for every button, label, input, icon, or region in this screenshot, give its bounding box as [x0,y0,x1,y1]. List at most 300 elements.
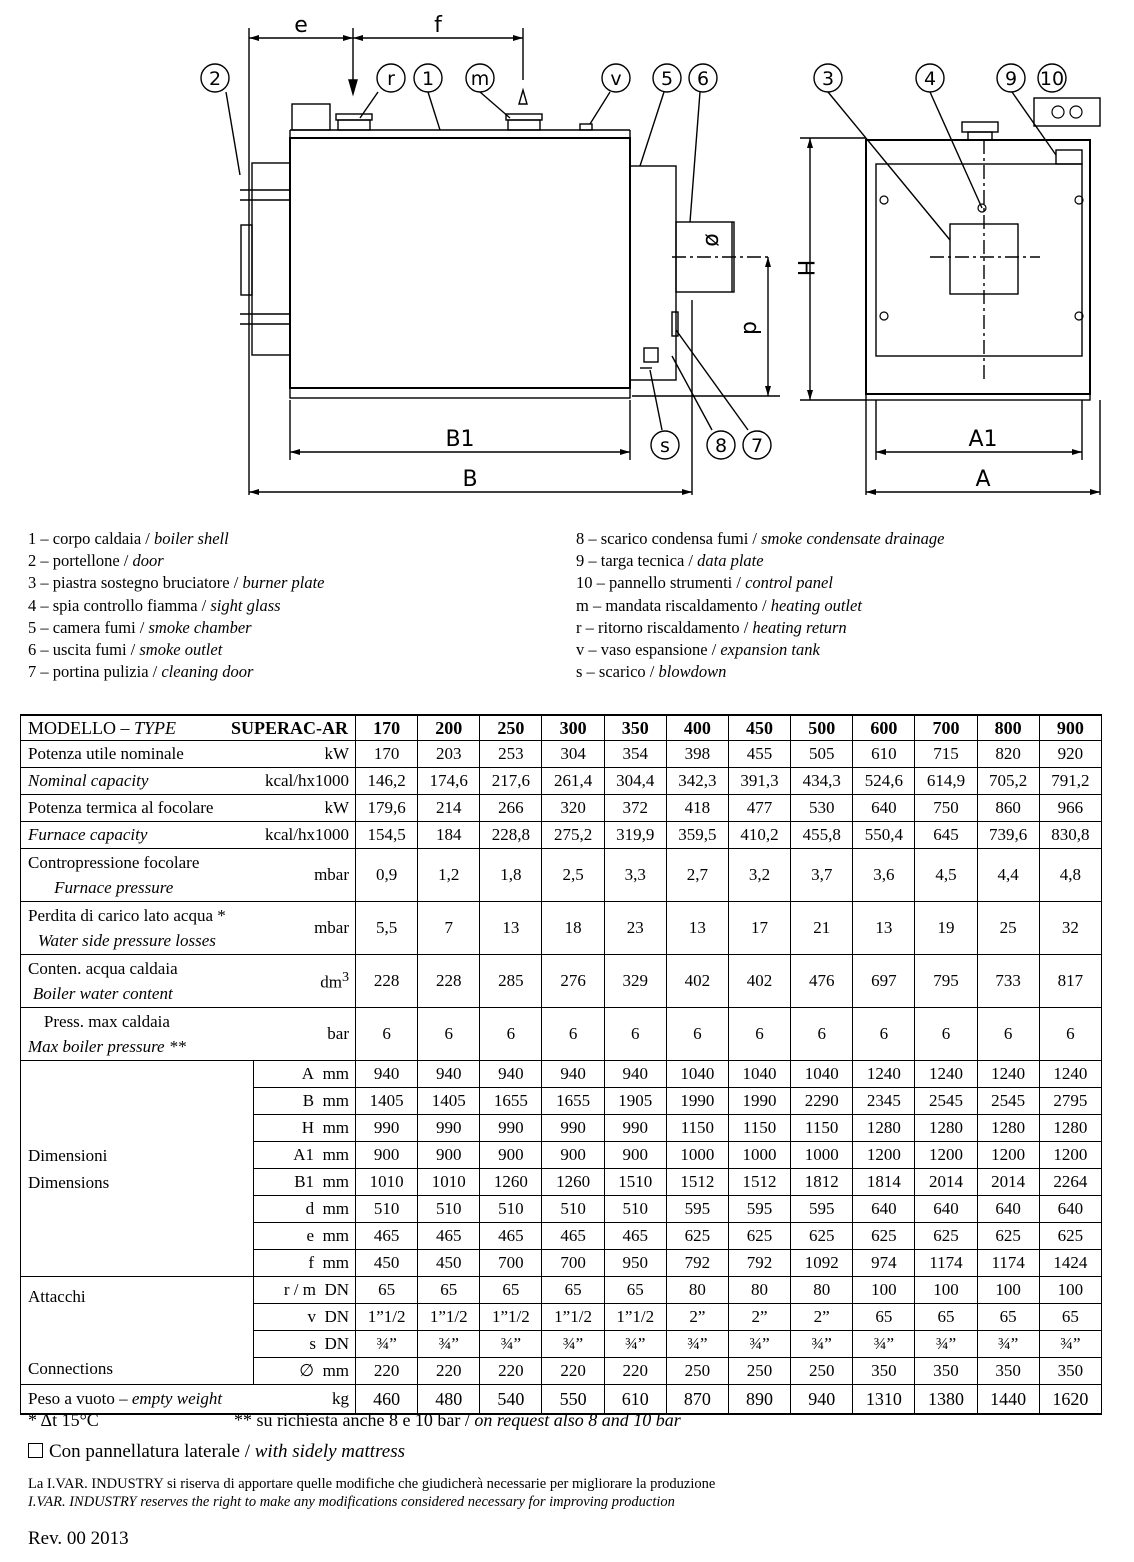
table-row [21,822,1102,849]
table-cell: 319,9 [604,822,666,849]
table-cell: 974 [853,1250,915,1277]
table-cell: 228,8 [480,822,542,849]
table-cell: 2,5 [542,849,604,902]
dim-label-d: d [738,321,763,335]
table-cell: 2264 [1039,1169,1101,1196]
table-cell: 595 [666,1196,728,1223]
table-cell: 6 [853,1008,915,1061]
table-cell: 2,7 [666,849,728,902]
table-cell: 100 [977,1277,1039,1304]
table-cell: 6 [418,1008,480,1061]
callout-7: 7 [750,435,764,457]
table-cell: 1”1/2 [604,1304,666,1331]
callout-5: 5 [660,68,674,90]
disclaimer: La I.VAR. INDUSTRY si riserva di apportare quelle modifiche che giudicherà necessarie per migliorare la produzione I.VAR. INDUSTRY reserves the right to make any modifications considered necessary for improving production [28,1476,716,1510]
table-cell: 940 [604,1061,666,1088]
dimension-key: B mm [254,1088,356,1115]
table-cell: 940 [418,1061,480,1088]
table-cell: 6 [356,1008,418,1061]
revision: Rev. 00 2013 [28,1528,129,1549]
table-cell: 1905 [604,1088,666,1115]
dim-label-phi: ø [700,233,725,247]
table-cell: 4,5 [915,849,977,902]
table-cell: 220 [542,1358,604,1385]
table-cell: 625 [853,1223,915,1250]
table-cell: 203 [418,741,480,768]
table-cell: 625 [915,1223,977,1250]
table-cell: 275,2 [542,822,604,849]
table-row [21,1008,1102,1061]
table-cell: 220 [418,1358,480,1385]
callout-4: 4 [923,68,937,90]
table-cell: 610 [604,1385,666,1415]
table-cell: 595 [728,1196,790,1223]
table-cell: 640 [977,1196,1039,1223]
table-cell: 1150 [728,1115,790,1142]
table-cell: 65 [480,1277,542,1304]
table-cell: 1405 [418,1088,480,1115]
callout-m: m [470,68,490,90]
table-cell: 65 [977,1304,1039,1331]
legend-item: 6 – uscita fumi / smoke outlet [28,640,223,660]
dimension-key: e mm [254,1223,356,1250]
mattress-option: Con pannellatura laterale / with sidely mattress [28,1441,405,1463]
table-cell: 450 [418,1250,480,1277]
table-cell: 2545 [977,1088,1039,1115]
table-row [21,1277,1102,1304]
callout-3: 3 [821,68,835,90]
table-row [21,849,1102,902]
table-cell: 6 [1039,1008,1101,1061]
table-cell: 640 [915,1196,977,1223]
table-cell: 372 [604,795,666,822]
table-cell: 329 [604,955,666,1008]
table-cell: ¾” [604,1331,666,1358]
legend-item: 10 – pannello strumenti / control panel [576,573,833,593]
table-cell: 6 [480,1008,542,1061]
footnote-delta-t: * Δt 15°C [28,1410,99,1430]
row-label: Contropressione focolare Furnace pressure mbar [21,849,356,902]
table-cell: 170 [356,741,418,768]
model-type-header: MODELLO – TYPE SUPERAC-AR [21,715,356,741]
table-cell: 2345 [853,1088,915,1115]
table-cell: ¾” [480,1331,542,1358]
table-cell: 900 [480,1142,542,1169]
callout-6: 6 [696,68,710,90]
row-label: Nominal capacity kcal/hx1000 [21,768,356,795]
table-cell: 1,8 [480,849,542,902]
table-cell: 1260 [542,1169,604,1196]
table-cell: ¾” [791,1331,853,1358]
table-cell: 350 [915,1358,977,1385]
table-cell: 480 [418,1385,480,1415]
legend-item: 4 – spia controllo fiamma / sight glass [28,595,281,615]
callout-1: 1 [421,68,435,90]
table-cell: 1280 [977,1115,1039,1142]
table-cell: 1280 [915,1115,977,1142]
table-cell: 510 [356,1196,418,1223]
table-cell: 1512 [728,1169,790,1196]
table-cell: 900 [356,1142,418,1169]
model-column-header: 170 [356,715,418,741]
table-cell: 402 [666,955,728,1008]
table-cell: 65 [542,1277,604,1304]
table-cell: 1240 [915,1061,977,1088]
table-cell: 739,6 [977,822,1039,849]
table-cell: 13 [480,902,542,955]
table-cell: 25 [977,902,1039,955]
table-cell: 465 [604,1223,666,1250]
model-column-header: 600 [853,715,915,741]
table-cell: 3,7 [791,849,853,902]
table-cell: 1174 [915,1250,977,1277]
table-cell: 32 [1039,902,1101,955]
connections-label: Attacchi Connections [21,1277,254,1385]
dimension-key: B1 mm [254,1169,356,1196]
table-cell: 625 [666,1223,728,1250]
table-cell: 990 [604,1115,666,1142]
table-cell: 220 [480,1358,542,1385]
table-cell: 733 [977,955,1039,1008]
table-cell: 1380 [915,1385,977,1415]
connection-key: r / m DN [254,1277,356,1304]
legend-item: 7 – portina pulizia / cleaning door [28,662,254,682]
table-cell: 342,3 [666,768,728,795]
table-cell: ¾” [977,1331,1039,1358]
table-cell: 350 [1039,1358,1101,1385]
table-cell: 900 [418,1142,480,1169]
table-cell: ¾” [1039,1331,1101,1358]
table-cell: 2” [666,1304,728,1331]
table-cell: 7 [418,902,480,955]
model-column-header: 450 [728,715,790,741]
table-cell: 184 [418,822,480,849]
table-cell: 465 [542,1223,604,1250]
table-cell: 1990 [728,1088,790,1115]
model-column-header: 900 [1039,715,1101,741]
callout-s: s [660,435,670,457]
table-cell: 253 [480,741,542,768]
table-cell: 276 [542,955,604,1008]
table-cell: 1655 [480,1088,542,1115]
table-cell: 4,4 [977,849,1039,902]
table-cell: 266 [480,795,542,822]
table-cell: 80 [728,1277,790,1304]
table-cell: 304 [542,741,604,768]
table-cell: 510 [480,1196,542,1223]
table-cell: 1280 [1039,1115,1101,1142]
table-cell: 1512 [666,1169,728,1196]
callout-v: v [610,68,622,90]
table-cell: 6 [542,1008,604,1061]
table-cell: 830,8 [1039,822,1101,849]
table-cell: 465 [418,1223,480,1250]
legend-item: m – mandata riscaldamento / heating outlet [576,595,862,615]
table-cell: 217,6 [480,768,542,795]
table-cell: 625 [1039,1223,1101,1250]
table-cell: 610 [853,741,915,768]
table-cell: 625 [728,1223,790,1250]
table-cell: 2” [728,1304,790,1331]
callout-2: 2 [208,68,222,90]
table-cell: ¾” [853,1331,915,1358]
model-column-header: 350 [604,715,666,741]
table-row [21,1061,1102,1088]
table-cell: 228 [356,955,418,1008]
table-cell: 1”1/2 [356,1304,418,1331]
table-cell: 510 [604,1196,666,1223]
table-cell: 1000 [728,1142,790,1169]
model-column-header: 250 [480,715,542,741]
table-cell: 3,6 [853,849,915,902]
legend-left [28,528,325,683]
connection-key: v DN [254,1304,356,1331]
dim-label-f: f [434,13,442,38]
table-cell: 1200 [853,1142,915,1169]
table-cell: 261,4 [542,768,604,795]
table-cell: 750 [915,795,977,822]
table-cell: 792 [728,1250,790,1277]
legend-item: 9 – targa tecnica / data plate [576,551,764,571]
table-cell: 1814 [853,1169,915,1196]
table-cell: 700 [480,1250,542,1277]
table-cell: 940 [542,1061,604,1088]
legend-item: 3 – piastra sostegno bruciatore / burner plate [28,573,325,593]
legend-item: r – ritorno riscaldamento / heating return [576,617,847,637]
table-cell: 700 [542,1250,604,1277]
table-cell: 410,2 [728,822,790,849]
legend-item: s – scarico / blowdown [576,662,727,682]
table-cell: 1092 [791,1250,853,1277]
table-cell: 1”1/2 [418,1304,480,1331]
table-cell: 640 [1039,1196,1101,1223]
table-cell: 65 [853,1304,915,1331]
table-cell: 391,3 [728,768,790,795]
table-cell: 920 [1039,741,1101,768]
table-cell: 214 [418,795,480,822]
table-row [21,955,1102,1008]
table-cell: 1260 [480,1169,542,1196]
table-cell: 304,4 [604,768,666,795]
table-cell: 19 [915,902,977,955]
table-cell: 6 [728,1008,790,1061]
table-cell: 990 [418,1115,480,1142]
table-cell: 285 [480,955,542,1008]
table-cell: 6 [977,1008,1039,1061]
legend-item: 2 – portellone / door [28,551,164,571]
table-cell: 4,8 [1039,849,1101,902]
dimension-key: H mm [254,1115,356,1142]
dimensions-label: Dimensioni Dimensions [21,1061,254,1277]
table-cell: 250 [666,1358,728,1385]
table-cell: 434,3 [791,768,853,795]
table-cell: 2014 [915,1169,977,1196]
table-cell: 1000 [791,1142,853,1169]
table-cell: 228 [418,955,480,1008]
table-cell: 418 [666,795,728,822]
table-cell: 6 [915,1008,977,1061]
table-cell: 640 [853,795,915,822]
table-cell: 100 [1039,1277,1101,1304]
table-cell: 2014 [977,1169,1039,1196]
dim-label-a1: A1 [968,427,998,452]
table-cell: 966 [1039,795,1101,822]
table-cell: 1280 [853,1115,915,1142]
table-cell: 6 [666,1008,728,1061]
table-cell: 990 [480,1115,542,1142]
table-cell: 100 [915,1277,977,1304]
table-cell: 354 [604,741,666,768]
table-cell: 320 [542,795,604,822]
table-cell: 154,5 [356,822,418,849]
table-cell: 1200 [915,1142,977,1169]
table-cell: 1440 [977,1385,1039,1415]
table-cell: 65 [915,1304,977,1331]
table-cell: 1010 [356,1169,418,1196]
table-cell: 530 [791,795,853,822]
table-cell: 1310 [853,1385,915,1415]
row-label: Press. max caldaia Max boiler pressure ** bar [21,1008,356,1061]
table-cell: 2290 [791,1088,853,1115]
table-cell: 890 [728,1385,790,1415]
table-cell: 900 [542,1142,604,1169]
model-column-header: 300 [542,715,604,741]
table-cell: 697 [853,955,915,1008]
dimension-key: f mm [254,1250,356,1277]
table-cell: ¾” [666,1331,728,1358]
table-cell: 715 [915,741,977,768]
dim-label-b: B [462,467,478,492]
table-cell: 2545 [915,1088,977,1115]
dim-label-e: e [294,13,308,38]
table-cell: 950 [604,1250,666,1277]
legend-item: 1 – corpo caldaia / boiler shell [28,529,229,548]
table-row [21,741,1102,768]
table-cell: 595 [791,1196,853,1223]
technical-drawing [0,0,1134,515]
table-cell: 817 [1039,955,1101,1008]
table-cell: 17 [728,902,790,955]
table-row [21,768,1102,795]
connection-key: ∅ mm [254,1358,356,1385]
model-column-header: 500 [791,715,853,741]
table-header-row [21,715,1102,741]
table-cell: 65 [604,1277,666,1304]
table-row [21,902,1102,955]
table-cell: 1”1/2 [480,1304,542,1331]
dim-label-h: H [792,259,817,277]
table-cell: 1812 [791,1169,853,1196]
table-cell: 860 [977,795,1039,822]
table-cell: 359,5 [666,822,728,849]
table-cell: 1”1/2 [542,1304,604,1331]
table-cell: 540 [480,1385,542,1415]
legend-right [576,528,944,683]
table-cell: 1424 [1039,1250,1101,1277]
table-cell: 1405 [356,1088,418,1115]
table-cell: 1655 [542,1088,604,1115]
table-cell: 402 [728,955,790,1008]
table-cell: 450 [356,1250,418,1277]
table-cell: 990 [356,1115,418,1142]
table-cell: 870 [666,1385,728,1415]
table-cell: ¾” [728,1331,790,1358]
table-cell: 477 [728,795,790,822]
row-label: Furnace capacity kcal/hx1000 [21,822,356,849]
table-cell: 13 [666,902,728,955]
table-cell: 1620 [1039,1385,1101,1415]
table-cell: 350 [977,1358,1039,1385]
table-cell: 940 [356,1061,418,1088]
footnote-pressure: ** su richiesta anche 8 e 10 bar / on request also 8 and 10 bar [234,1410,681,1430]
table-cell: 65 [418,1277,480,1304]
table-cell: 1240 [1039,1061,1101,1088]
table-cell: 940 [791,1385,853,1415]
table-cell: 510 [418,1196,480,1223]
callout-8: 8 [714,435,728,457]
table-cell: 465 [356,1223,418,1250]
table-cell: ¾” [356,1331,418,1358]
table-cell: 80 [791,1277,853,1304]
table-cell: 640 [853,1196,915,1223]
table-cell: 1150 [791,1115,853,1142]
table-cell: 505 [791,741,853,768]
table-cell: 65 [1039,1304,1101,1331]
table-cell: 792 [666,1250,728,1277]
table-cell: 1040 [791,1061,853,1088]
table-cell: 174,6 [418,768,480,795]
row-label: Potenza termica al focolare kW [21,795,356,822]
table-cell: 940 [480,1061,542,1088]
dimension-key: A1 mm [254,1142,356,1169]
table-cell: ¾” [915,1331,977,1358]
table-cell: 1040 [666,1061,728,1088]
callout-10: 10 [1039,68,1065,90]
table-row [21,795,1102,822]
row-label: Peso a vuoto – empty weight kg [21,1385,356,1415]
table-cell: 455,8 [791,822,853,849]
table-cell: 1990 [666,1088,728,1115]
table-cell: 791,2 [1039,768,1101,795]
table-cell: 795 [915,955,977,1008]
table-cell: 23 [604,902,666,955]
model-column-header: 800 [977,715,1039,741]
table-cell: 3,2 [728,849,790,902]
table-cell: 18 [542,902,604,955]
spec-table [20,714,1102,1415]
model-column-header: 700 [915,715,977,741]
table-cell: 250 [791,1358,853,1385]
table-cell: 625 [977,1223,1039,1250]
table-cell: 460 [356,1385,418,1415]
table-cell: 1010 [418,1169,480,1196]
table-cell: 645 [915,822,977,849]
table-cell: 13 [853,902,915,955]
table-cell: 550,4 [853,822,915,849]
table-cell: 465 [480,1223,542,1250]
table-cell: ¾” [542,1331,604,1358]
table-cell: 1240 [977,1061,1039,1088]
table-cell: 1200 [1039,1142,1101,1169]
table-cell: 1510 [604,1169,666,1196]
callout-9: 9 [1004,68,1018,90]
dimension-key: d mm [254,1196,356,1223]
table-cell: 350 [853,1358,915,1385]
table-cell: 21 [791,902,853,955]
row-label: Perdita di carico lato acqua * Water side pressure losses mbar [21,902,356,955]
table-cell: 510 [542,1196,604,1223]
table-cell: 524,6 [853,768,915,795]
